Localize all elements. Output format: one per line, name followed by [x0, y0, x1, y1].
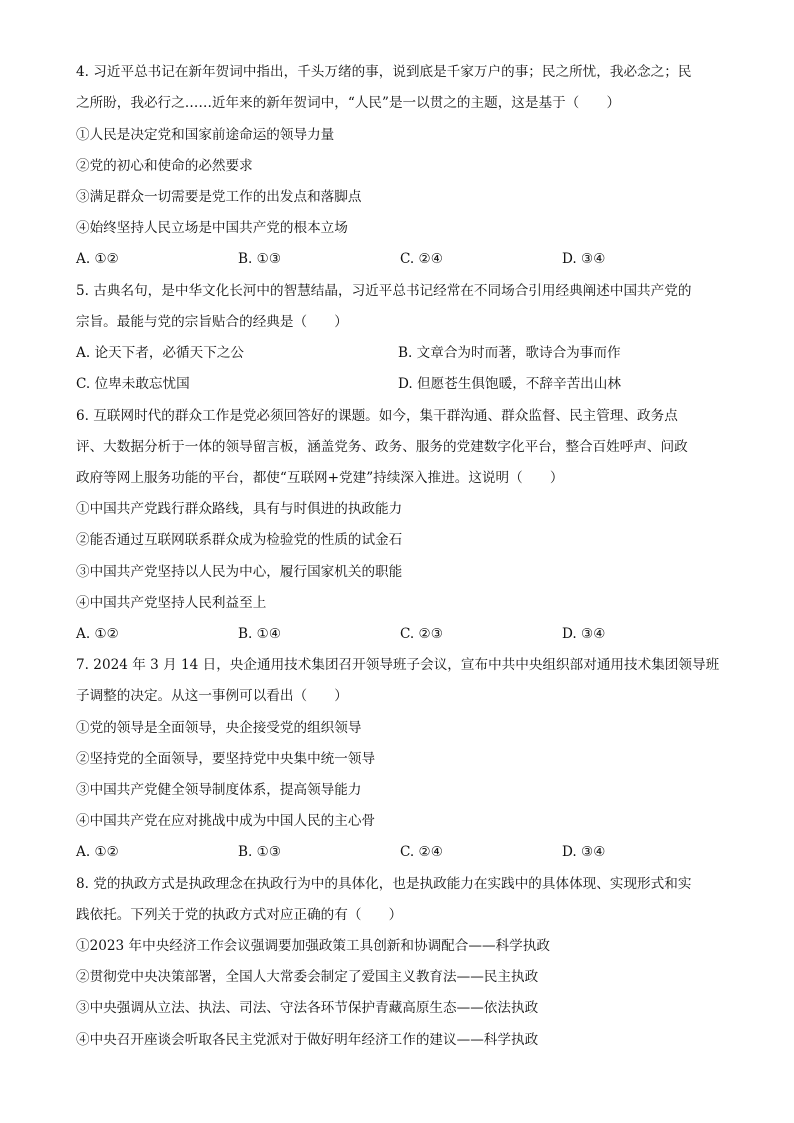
q7-option-b[interactable]: B. ①③ — [238, 844, 282, 860]
q5-option-a[interactable]: A. 论天下者，必循天下之公 — [76, 345, 244, 361]
q7-statement-2: ②坚持党的全面领导，要坚持党中央集中统一领导 — [76, 751, 376, 767]
q7-option-a[interactable]: A. ①② — [76, 844, 119, 860]
q7-statement-4: ④中国共产党在应对挑战中成为中国人民的主心骨 — [76, 813, 376, 829]
q6-option-c[interactable]: C. ②③ — [400, 626, 443, 642]
q6-stem-line-1: 6. 互联网时代的群众工作是党必须回答好的课题。如今，集干群沟通、群众监督、民主管理、政务点 — [76, 408, 678, 424]
q4-statement-1: ①人民是决定党和国家前途命运的领导力量 — [76, 127, 335, 143]
q5-options-row-1 — [76, 344, 656, 362]
q7-stem-line-2: 子调整的决定。从这一事例可以看出（ ） — [76, 688, 348, 704]
q8-stem-line-1: 8. 党的执政方式是执政理念在执政行为中的具体化，也是执政能力在实践中的具体体现、实现形式和实 — [76, 876, 692, 892]
q5-option-c[interactable]: C. 位卑未敢忘忧国 — [76, 376, 190, 392]
q4-option-c[interactable]: C. ②④ — [400, 251, 443, 267]
q4-options — [76, 250, 636, 268]
q7-stem-line-1: 7. 2024 年 3 月 14 日，央企通用技术集团召开领导班子会议，宣布中共中央组织部对通用技术集团领导班 — [76, 657, 720, 673]
q4-option-d[interactable]: D. ③④ — [562, 251, 606, 267]
q5-stem-line-1: 5. 古典名句，是中华文化长河中的智慧结晶，习近平总书记经常在不同场合引用经典阐述中国共产党的 — [76, 283, 692, 299]
q4-statement-3: ③满足群众一切需要是党工作的出发点和落脚点 — [76, 189, 362, 205]
q7-option-d[interactable]: D. ③④ — [562, 844, 606, 860]
q6-statement-4: ④中国共产党坚持人民利益至上 — [76, 595, 267, 611]
q8-statement-1: ①2023 年中央经济工作会议强调要加强政策工具创新和协调配合——科学执政 — [76, 938, 550, 954]
q8-statement-2: ②贯彻党中央决策部署，全国人大常委会制定了爱国主义教育法——民主执政 — [76, 969, 539, 985]
q8-stem-line-2: 践依托。下列关于党的执政方式对应正确的有（ ） — [76, 907, 403, 923]
q4-statement-4: ④始终坚持人民立场是中国共产党的根本立场 — [76, 220, 348, 236]
q6-stem-line-3: 政府等网上服务功能的平台，都使“互联网+党建”持续深入推进。这说明（ ） — [76, 470, 564, 486]
q7-statement-1: ①党的领导是全面领导，央企接受党的组织领导 — [76, 720, 362, 736]
q8-statement-3: ③中央强调从立法、执法、司法、守法各环节保护青藏高原生态——依法执政 — [76, 1000, 539, 1016]
q5-options-row-2 — [76, 375, 656, 393]
q7-statement-3: ③中国共产党健全领导制度体系，提高领导能力 — [76, 782, 362, 798]
q7-option-c[interactable]: C. ②④ — [400, 844, 443, 860]
q6-stem-line-2: 评、大数据分析于一体的领导留言板，涵盖党务、政务、服务的党建数字化平台，整合百姓呼声、问政 — [76, 439, 688, 455]
q4-statement-2: ②党的初心和使命的必然要求 — [76, 158, 253, 174]
q4-option-a[interactable]: A. ①② — [76, 251, 119, 267]
q4-stem-line-2: 之所盼，我必行之……近年来的新年贺词中，“人民”是一以贯之的主题，这是基于（ ） — [76, 95, 621, 111]
q6-option-d[interactable]: D. ③④ — [562, 626, 606, 642]
q6-option-b[interactable]: B. ①④ — [238, 626, 282, 642]
q6-options — [76, 625, 636, 643]
q6-statement-2: ②能否通过互联网联系群众成为检验党的性质的试金石 — [76, 532, 403, 548]
q4-stem-line-1: 4. 习近平总书记在新年贺词中指出，千头万绪的事，说到底是千家万户的事；民之所忧，我必念之；民 — [76, 64, 692, 80]
q7-options — [76, 843, 636, 861]
q5-stem-line-2: 宗旨。最能与党的宗旨贴合的经典是（ ） — [76, 314, 348, 330]
q6-option-a[interactable]: A. ①② — [76, 626, 119, 642]
q6-statement-3: ③中国共产党坚持以人民为中心，履行国家机关的职能 — [76, 564, 403, 580]
q5-option-b[interactable]: B. 文章合为时而著，歌诗合为事而作 — [398, 345, 621, 361]
q4-option-b[interactable]: B. ①③ — [238, 251, 282, 267]
q5-option-d[interactable]: D. 但愿苍生俱饱暖，不辞辛苦出山林 — [398, 376, 621, 392]
q6-statement-1: ①中国共产党践行群众路线，具有与时俱进的执政能力 — [76, 501, 403, 517]
q8-statement-4: ④中央召开座谈会听取各民主党派对于做好明年经济工作的建议——科学执政 — [76, 1032, 539, 1048]
